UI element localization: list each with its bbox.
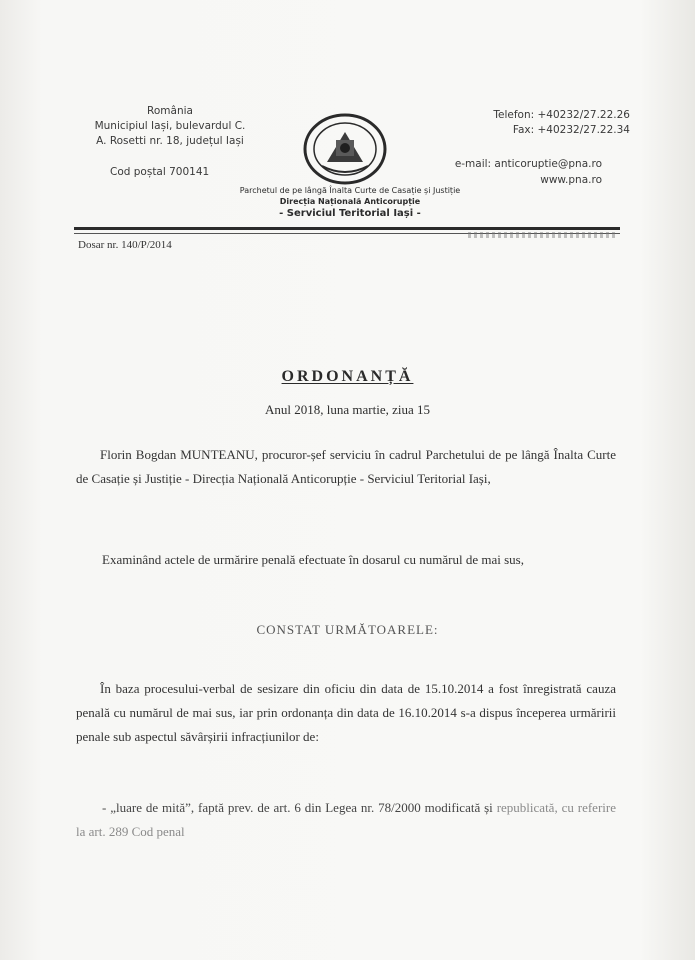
email-line: e-mail: anticoruptie@pna.ro bbox=[454, 158, 602, 170]
paragraph-examining: Examinând actele de urmărire penală efectuate în dosarul cu numărul de mai sus, bbox=[102, 552, 524, 567]
document-title bbox=[0, 368, 695, 386]
paragraph-offense bbox=[76, 796, 616, 844]
country-line: România bbox=[147, 105, 193, 117]
institution-line-1: Parchetul de pe lângă Înalta Curte de Casație și Justiție bbox=[239, 186, 461, 195]
print-artifact bbox=[468, 232, 618, 238]
header-rule bbox=[74, 227, 620, 230]
document-title-text: ORDONANȚĂ bbox=[281, 368, 414, 385]
paragraph-facts: În baza procesului-verbal de sesizare din oficiu din data de 15.10.2014 a fost înregistrată cauza penală cu numărul de mai sus, iar prin ordonanța din data de 16.10.2014 s-a dispus începerea urmăririi penale sub aspectul săvârșirii infracțiunilor de: bbox=[76, 681, 616, 744]
section-heading: CONSTAT URMĂTOARELE: bbox=[256, 622, 439, 637]
case-number: Dosar nr. 140/P/2014 bbox=[78, 239, 172, 251]
document-date: Anul 2018, luna martie, ziua 15 bbox=[265, 402, 430, 417]
institution-emblem-icon bbox=[302, 112, 388, 186]
address-block bbox=[70, 104, 270, 149]
paragraph-prosecutor: Florin Bogdan MUNTEANU, procuror-șef serviciu în cadrul Parchetului de pe lângă Înalta Curte de Casație și Justiție - Direcția Națională Anticorupție - Serviciul Teritorial Iași, bbox=[76, 447, 616, 486]
offense-line: - „luare de mită”, faptă prev. de art. 6 din Legea nr. 78/2000 modificată și bbox=[102, 800, 493, 815]
offense-line-faded: republicată, cu referire la art. 289 Cod penal bbox=[76, 800, 616, 839]
address-line-2: A. Rosetti nr. 18, județul Iași bbox=[96, 135, 244, 147]
online-contact bbox=[430, 156, 602, 188]
website-line: www.pna.ro bbox=[540, 174, 602, 186]
phone-line: Telefon: +40232/27.22.26 bbox=[493, 109, 630, 121]
address-line-1: Municipiul Iași, bulevardul C. bbox=[94, 120, 246, 132]
contact-block bbox=[430, 108, 630, 138]
institution-block bbox=[180, 185, 520, 221]
institution-line-3: - Serviciul Teritorial Iași - bbox=[279, 208, 421, 219]
fax-line: Fax: +40232/27.22.34 bbox=[512, 124, 630, 136]
postal-code: Cod poștal 700141 bbox=[110, 166, 210, 178]
institution-line-2: Direcția Națională Anticorupție bbox=[279, 197, 421, 206]
